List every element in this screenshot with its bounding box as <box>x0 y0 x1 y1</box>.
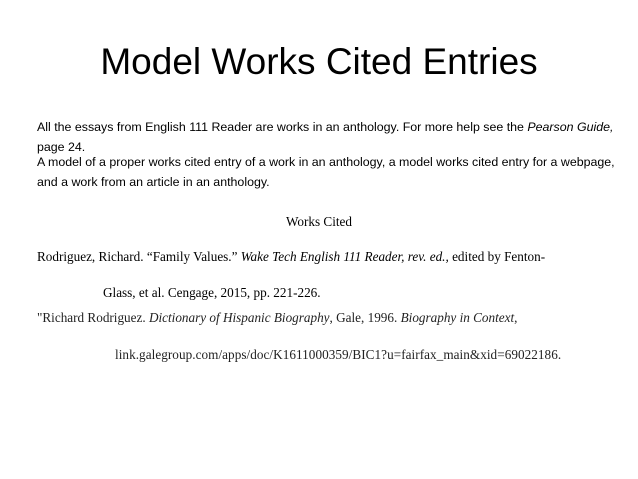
entry-1-editor: edited by Fenton- <box>448 249 546 264</box>
entry-1-line-1 <box>37 248 627 266</box>
entry-2-line-1 <box>37 309 517 327</box>
entry-2-title: "Richard Rodriguez. <box>37 310 149 325</box>
entry-1-author-title: Rodriguez, Richard. “Family Values.” <box>37 249 241 264</box>
entry-1-line-2: Glass, et al. Cengage, 2015, pp. 221-226. <box>103 285 321 300</box>
entry-2-comma: , <box>514 310 518 325</box>
intro-text: All the essays from English 111 Reader are works in an anthology. For more help see the <box>37 120 528 134</box>
entry-2-url: link.galegroup.com/apps/doc/K1611000359/BIC1?u=fairfax_main&xid=69022186. <box>115 347 562 362</box>
entry-1-container: Wake Tech English 111 Reader, rev. ed., <box>240 249 449 264</box>
entry-2-publisher: , Gale, 1996. <box>329 310 401 325</box>
intro-paragraph-2: A model of a proper works cited entry of a work in an anthology, a model works cited entry for a webpage, and a work from an article in an anthology. <box>37 155 615 189</box>
entry-2-database: Biography in Context <box>400 310 515 325</box>
intro-page-ref: page 24. <box>37 140 86 154</box>
intro-paragraph-1 <box>37 117 629 157</box>
pearson-guide-title: Pearson Guide, <box>527 120 614 134</box>
slide-title: Model Works Cited Entries <box>100 41 538 82</box>
works-cited-heading: Works Cited <box>286 214 352 229</box>
entry-2-container: Dictionary of Hispanic Biography <box>148 310 330 325</box>
